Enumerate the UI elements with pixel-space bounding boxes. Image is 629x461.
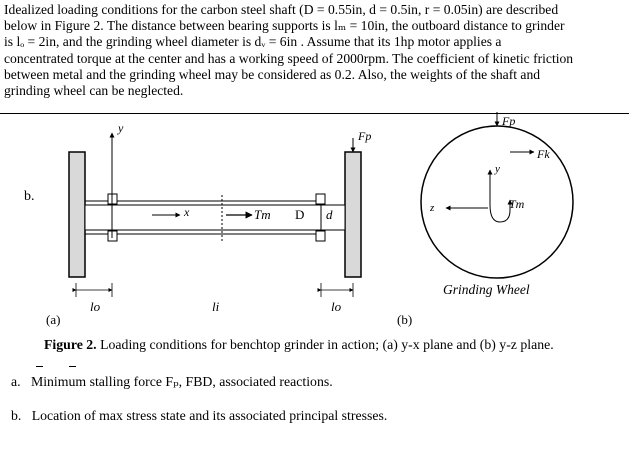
fp-label: Fp: [358, 129, 372, 143]
problem-line-1: Idealized loading conditions for the carbon steel shaft (D = 0.55in, d = 0.5in, r = 0.05in) are described: [4, 2, 559, 17]
dim-lo-left: lo: [90, 299, 101, 314]
dimensions: [76, 283, 353, 297]
question-a: [11, 374, 333, 390]
part-b-marker: b.: [24, 189, 35, 204]
question-b: [11, 408, 387, 424]
x-axis-label: x: [184, 205, 190, 219]
dim-li: li: [212, 299, 220, 314]
wheel-z-label: z: [430, 202, 435, 214]
wheel-y-label: y: [495, 163, 500, 175]
wheel-torque-label: Tm: [509, 197, 525, 211]
outer-diameter-label: D: [295, 207, 305, 222]
question-a-marker: a.: [11, 374, 21, 389]
caption-figure-number: Figure 2.: [44, 337, 97, 352]
label-b: (b): [397, 312, 413, 327]
y-axis-label: y: [118, 121, 124, 135]
question-a-text: Minimum stalling force Fₚ, FBD, associated reactions.: [30, 374, 333, 389]
dash-mark-2: [69, 366, 76, 367]
bearing-right-top: [316, 194, 325, 204]
question-b-text: Location of max stress state and its associated principal stresses.: [31, 408, 388, 423]
dash-mark: [36, 366, 43, 367]
problem-line-5: between metal and the grinding wheel may be considered as 0.2. Also, the weights of the shaft and: [4, 66, 541, 82]
figure-caption: [44, 337, 554, 353]
shaft: [85, 205, 345, 230]
problem-line-6: grinding wheel can be neglected.: [4, 83, 184, 99]
dim-lo-right: lo: [331, 299, 342, 314]
question-b-marker: b.: [11, 408, 22, 423]
problem-line-4: concentrated torque at the center and has a working speed of 2000rpm. The coefficient of kinetic friction: [4, 50, 574, 66]
grinding-wheel-label: Grinding Wheel: [443, 282, 530, 297]
wheel-fp-label: Fp: [502, 114, 516, 128]
shaft-assembly: [69, 121, 371, 277]
bearing-right-bottom: [316, 231, 325, 241]
label-a: (a): [46, 312, 61, 327]
inner-diameter-label: d: [326, 207, 333, 222]
torque-label: Tm: [254, 207, 271, 222]
problem-line-2: below in Figure 2. The distance between bearing supports is lₘ = 10in, the outboard distance to grinder: [4, 18, 565, 34]
grinding-wheel-circle: [421, 126, 573, 278]
caption-text: Loading conditions for benchtop grinder in action; (a) y-x plane and (b) y-z plane.: [96, 337, 554, 352]
fk-label: Fk: [537, 147, 550, 161]
problem-line-3: is lₒ = 2in, and the grinding wheel diameter is dᵥ = 6in . Assume that its 1hp motor applies a: [4, 34, 502, 50]
right-wheel: [345, 152, 361, 277]
grinding-wheel-view: [421, 112, 573, 278]
left-wheel: [69, 152, 85, 277]
